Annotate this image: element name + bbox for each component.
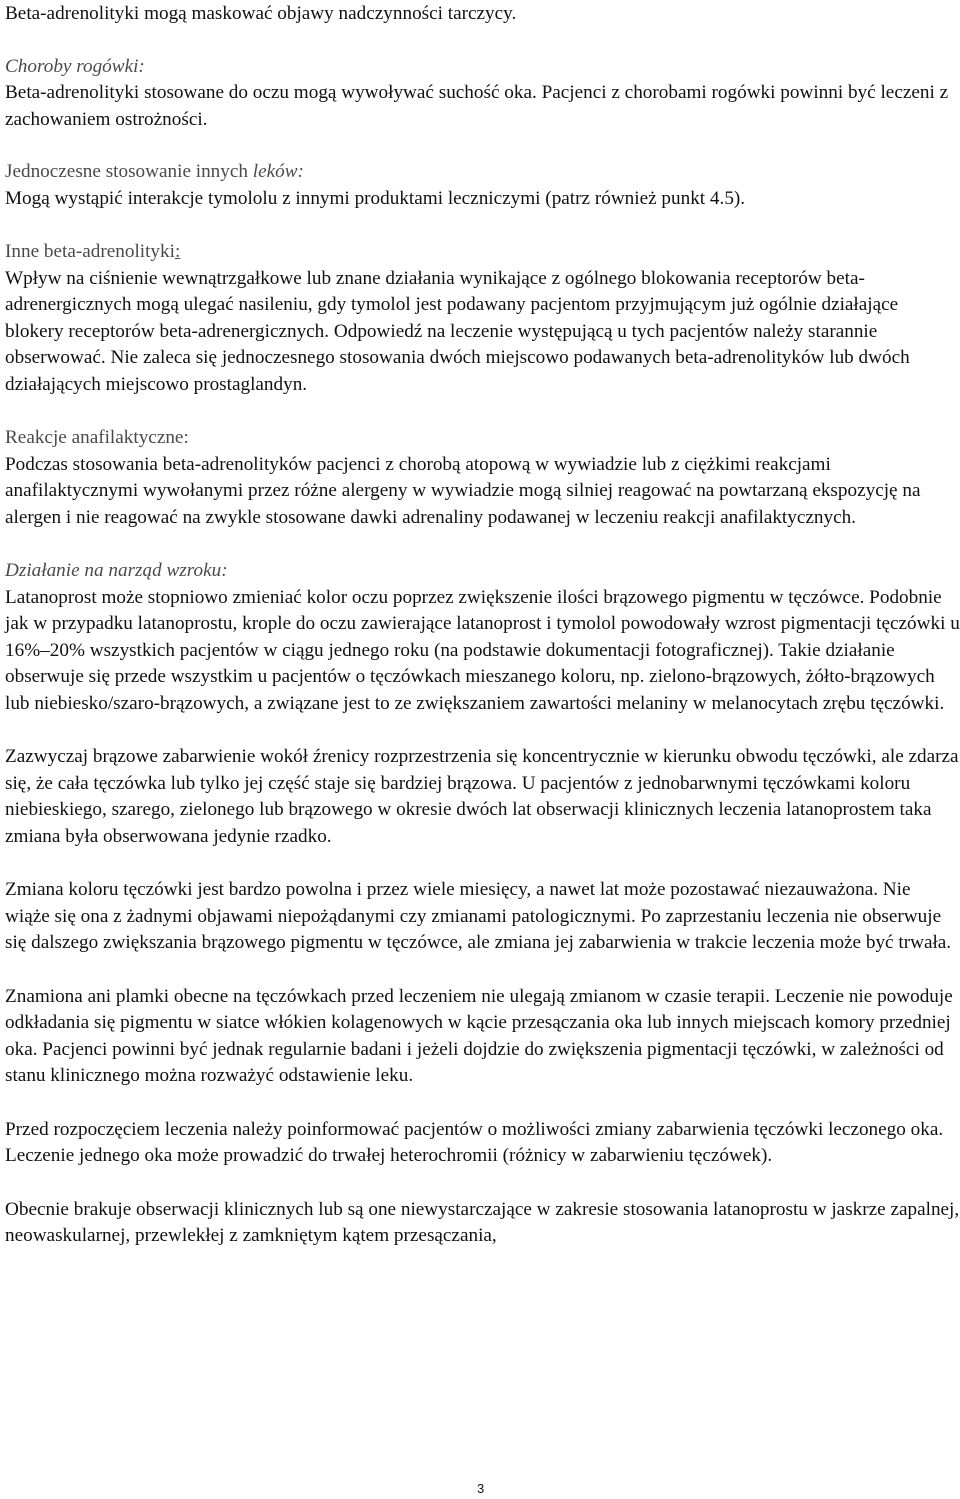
heading-vision: Działanie na narząd wzroku: xyxy=(5,560,228,581)
section-anaphylaxis xyxy=(5,425,960,531)
heading-interactions xyxy=(5,159,960,186)
section-vision xyxy=(5,558,960,717)
heading-cornea: Choroby rogówki: xyxy=(5,55,145,77)
heading-interactions-plain: Jednoczesne stosowanie innych xyxy=(5,161,248,182)
text-vision: Latanoprost może stopniowo zmieniać kolor oczu poprzez zwiększenie ilości brązowego pigmentu w tęczówce. Podobnie jak w przypadku latanoprostu, krople do oczu zawierające latanoprost i tymolol powodowały wzrost pigmentacji tęczówki u 16%–20% wszystkich pacjentów w ciągu jednego roku (na podstawie dokumentacji fotograficznej). Takie działanie obserwuje się przede wszystkim u pacjentów o tęczówkach mieszanego koloru, np. zielono-brązowych, żółto-brązowych lub niebiesko/szaro-brązowych, a związane jest to ze zwiększaniem zawartości melaniny w melanocytach zrębu tęczówki. xyxy=(5,586,960,714)
section-other-beta xyxy=(5,239,960,398)
paragraph-inform: Przed rozpoczęciem leczenia należy poinformować pacjentów o możliwości zmiany zabarwienia tęczówki leczonego oka. Leczenie jednego oka może prowadzić do trwałej heterochromii (różnicy w zabarwieniu tęczówek). xyxy=(5,1118,944,1166)
page-number: 3 xyxy=(477,1481,485,1496)
text-anaphylaxis: Podczas stosowania beta-adrenolityków pacjenci z chorobą atopową w wywiadzie lub z ciężkimi reakcjami anafilaktycznymi wywołanymi przez różne alergeny w wywiadzie mogą silniej reagować na powtarzaną ekspozycję na alergen i nie reagować na zwykle stosowane dawki adrenaliny podawanej w leczeniu reakcji anafilaktycznych. xyxy=(5,453,921,528)
heading-other-beta-colon: : xyxy=(174,241,181,262)
paragraph-thyroid: Beta-adrenolityki mogą maskować objawy nadczynności tarczycy. xyxy=(5,3,517,24)
section-interactions xyxy=(5,159,960,212)
text-other-beta: Wpływ na ciśnienie wewnątrzgałkowe lub znane działania wynikające z ogólnego blokowania receptorów beta-adrenergicznych mogą ulegać nasileniu, gdy tymolol jest podawany pacjentom przyjmującym już ogólnie działające blokery receptorów beta-adrenergicznych. Odpowiedź na leczenie występującą u tych pacjentów należy starannie obserwować. Nie zaleca się jednoczesnego stosowania dwóch miejscowo podawanych beta-adrenolityków lub dwóch działających miejscowo prostaglandyn. xyxy=(5,267,910,395)
paragraph-glaucoma: Obecnie brakuje obserwacji klinicznych lub są one niewystarczające w zakresie stosowania latanoprostu w jaskrze zapalnej, neowaskularnej, przewlekłej z zamkniętym kątem przesączania, xyxy=(5,1198,960,1246)
paragraph-slow-change: Zmiana koloru tęczówki jest bardzo powolna i przez wiele miesięcy, a nawet lat może pozostawać niezauważona. Nie wiąże się ona z żadnymi objawami niepożądanymi czy zmianami patologicznymi. Po zaprzestaniu leczenia nie obserwuje się dalszego zwiększania brązowego pigmentu w tęczówce, ale zmiana jej zabarwienia w trakcie leczenia może być trwała. xyxy=(5,879,952,953)
section-cornea xyxy=(5,54,960,134)
heading-anaphylaxis: Reakcje anafilaktyczne: xyxy=(5,427,189,448)
heading-other-beta-main: Inne beta-adrenolityki xyxy=(5,241,175,262)
text-cornea: Beta-adrenolityki stosowane do oczu mogą wywoływać suchość oka. Pacjenci z chorobami rogówki powinni być leczeni z zachowaniem ostrożności. xyxy=(5,82,949,130)
document-body xyxy=(5,0,960,1250)
paragraph-brown-pigment: Zazwyczaj brązowe zabarwienie wokół źrenicy rozprzestrzenia się koncentrycznie w kierunku obwodu tęczówki, ale zdarza się, że cała tęczówka lub tylko jej część staje się bardziej brązowa. U pacjentów z jednobarwnymi tęczówkami koloru niebieskiego, szarego, zielonego lub brązowego w okresie dwóch lat obserwacji klinicznych leczenia latanoprostem taka zmiana była obserwowana jedynie rzadko. xyxy=(5,746,959,847)
text-interactions: Mogą wystąpić interakcje tymololu z innymi produktami leczniczymi (patrz również punkt 4.5). xyxy=(5,187,746,209)
heading-interactions-italic: leków: xyxy=(247,161,304,182)
heading-other-beta xyxy=(5,239,960,266)
paragraph-freckles: Znamiona ani plamki obecne na tęczówkach przed leczeniem nie ulegają zmianom w czasie terapii. Leczenie nie powoduje odkładania się pigmentu w siatce włókien kolagenowych w kącie przesączania oka lub innych miejscach komory przedniej oka. Pacjenci powinni być jednak regularnie badani i jeżeli dojdzie do zwiększenia pigmentacji tęczówki, w zależności od stanu klinicznego można rozważyć odstawienie leku. xyxy=(5,985,953,1086)
